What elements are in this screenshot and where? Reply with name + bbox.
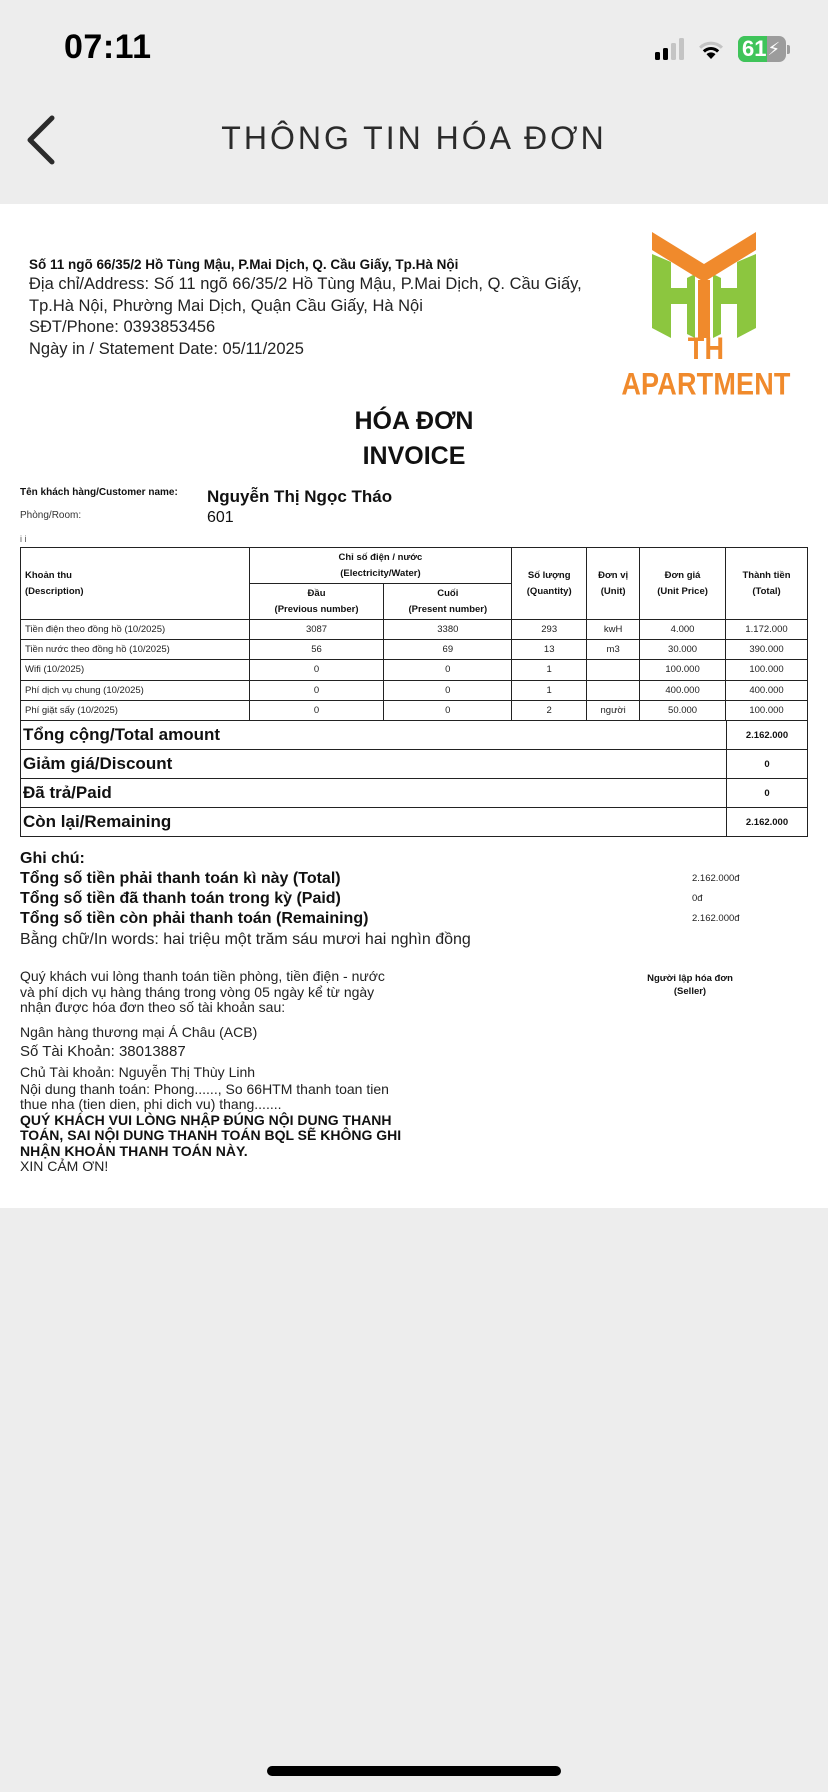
- page-title: THÔNG TIN HÓA ĐƠN: [221, 120, 607, 156]
- marker-text: i i: [20, 534, 27, 544]
- battery-charging-icon: [738, 36, 786, 62]
- col-header-description: Khoản thu (Description): [21, 548, 250, 620]
- th-apartment-logo-icon: [600, 228, 808, 338]
- seller-signature: Người lập hóa đơn (Seller): [647, 973, 733, 997]
- battery-percent: 61: [742, 36, 767, 61]
- notes-section: [20, 849, 800, 951]
- bolt-icon: ⚡︎: [767, 38, 781, 59]
- table-row: Tiền điện theo đồng hồ (10/2025) 3087 3380 293 kwH 4.000 1.172.000: [21, 620, 808, 640]
- customer-name: Nguyễn Thị Ngọc Tháo: [207, 487, 393, 506]
- payment-instruction: Quý khách vui lòng thanh toán tiền phòng, tiền điện - nước và phí dịch vụ hàng tháng trong vòng 05 ngày kể từ ngày nhận được hóa đơn theo số tài khoản sau:: [20, 968, 385, 1015]
- phone: SĐT/Phone: 0393853456: [29, 318, 216, 336]
- col-header-unit: Đơn vị (Unit): [587, 548, 640, 620]
- charges-table: [20, 547, 808, 721]
- company-info: [29, 274, 582, 360]
- room-label: Phòng/Room:: [20, 510, 82, 521]
- note-paid: Tổng số tiền đã thanh toán trong kỳ (Paid) 0đ: [20, 890, 703, 907]
- col-header-present: Cuối (Present number): [384, 584, 512, 620]
- col-header-quantity: Số lượng (Quantity): [512, 548, 587, 620]
- payment-instructions: [20, 969, 460, 1175]
- company-logo: [600, 228, 808, 402]
- nav-bar: [0, 100, 828, 204]
- col-header-total: Thành tiền (Total): [726, 548, 808, 620]
- thanks-text: XIN CẢM ƠN!: [20, 1158, 109, 1174]
- payment-content: Nội dung thanh toán: Phong......, So 66HTM thanh toan tien thue nha (tien dien, phi dich vu) thang.......: [20, 1080, 389, 1112]
- customer-name-label: Tên khách hàng/Customer name:: [20, 487, 178, 498]
- address-line-1: Địa chỉ/Address: Số 11 ngõ 66/35/2 Hồ Tùng Mậu, P.Mai Dịch, Q. Cầu Giấy,: [29, 275, 582, 293]
- status-time: 07:11: [64, 28, 152, 66]
- table-row: Wifi (10/2025) 0 0 1 100.000 100.000: [21, 660, 808, 680]
- account-number[interactable]: Số Tài Khoản: 38013887: [20, 1042, 186, 1060]
- paid-row: Đã trả/Paid 0: [21, 779, 808, 808]
- table-row: Phí dịch vụ chung (10/2025) 0 0 1 400.000 400.000: [21, 680, 808, 700]
- table-row: Tiền nước theo đồng hồ (10/2025) 56 69 13 m3 30.000 390.000: [21, 640, 808, 660]
- col-header-unit-price: Đơn giá (Unit Price): [640, 548, 726, 620]
- notes-heading: Ghi chú:: [20, 850, 85, 867]
- remaining-row: Còn lại/Remaining 2.162.000: [21, 808, 808, 837]
- note-total: Tổng số tiền phải thanh toán kì này (Total) 2.162.000đ: [20, 870, 740, 887]
- payment-warning: QUÝ KHÁCH VUI LÒNG NHẬP ĐÚNG NỘI DUNG THANH TOÁN, SAI NỘI DUNG THANH TOÁN BQL SẼ KHÔNG GHI NHẬN KHOẢN THANH TOÁN NÀY.: [20, 1111, 402, 1159]
- totals-table: [20, 720, 808, 837]
- discount-row: Giảm giá/Discount 0: [21, 750, 808, 779]
- note-total-value: 2.162.000đ: [692, 873, 740, 884]
- account-holder: Chủ Tài khoản: Nguyễn Thị Thùy Linh: [20, 1063, 256, 1080]
- company-address-header: Số 11 ngõ 66/35/2 Hồ Tùng Mậu, P.Mai Dịch, Q. Cầu Giấy, Tp.Hà Nội: [29, 257, 459, 272]
- wifi-icon: [696, 38, 726, 60]
- col-header-previous: Đầu (Previous number): [249, 584, 384, 620]
- note-paid-value: 0đ: [692, 893, 703, 904]
- statement-date: Ngày in / Statement Date: 05/11/2025: [29, 339, 304, 358]
- bank-name: Ngân hàng thương mại Á Châu (ACB): [20, 1023, 258, 1040]
- note-remaining-value: 2.162.000đ: [692, 913, 740, 924]
- total-amount-row: Tổng cộng/Total amount 2.162.000: [21, 721, 808, 750]
- status-icons: [655, 36, 790, 62]
- invoice-document[interactable]: [0, 204, 828, 1208]
- col-header-meter: Chỉ số điện / nước (Electricity/Water): [249, 548, 512, 584]
- table-header-row: [21, 548, 808, 584]
- address-line-2: Tp.Hà Nội, Phường Mai Dịch, Quận Cầu Giấy, Hà Nội: [29, 296, 423, 315]
- logo-text: TH APARTMENT: [621, 331, 791, 402]
- amount-in-words: Bằng chữ/In words: hai triệu một trăm sáu mươi hai nghìn đồng: [20, 931, 471, 948]
- invoice-title-vi: HÓA ĐƠN: [354, 407, 474, 435]
- invoice-title-en: INVOICE: [362, 442, 466, 470]
- table-row: Phí giặt sấy (10/2025) 0 0 2 người 50.000 100.000: [21, 700, 808, 720]
- signal-icon: [655, 38, 684, 60]
- room-value: 601: [207, 509, 234, 526]
- status-bar: [0, 0, 828, 100]
- home-indicator[interactable]: [267, 1766, 561, 1776]
- note-remaining: Tổng số tiền còn phải thanh toán (Remaining) 2.162.000đ: [20, 910, 740, 927]
